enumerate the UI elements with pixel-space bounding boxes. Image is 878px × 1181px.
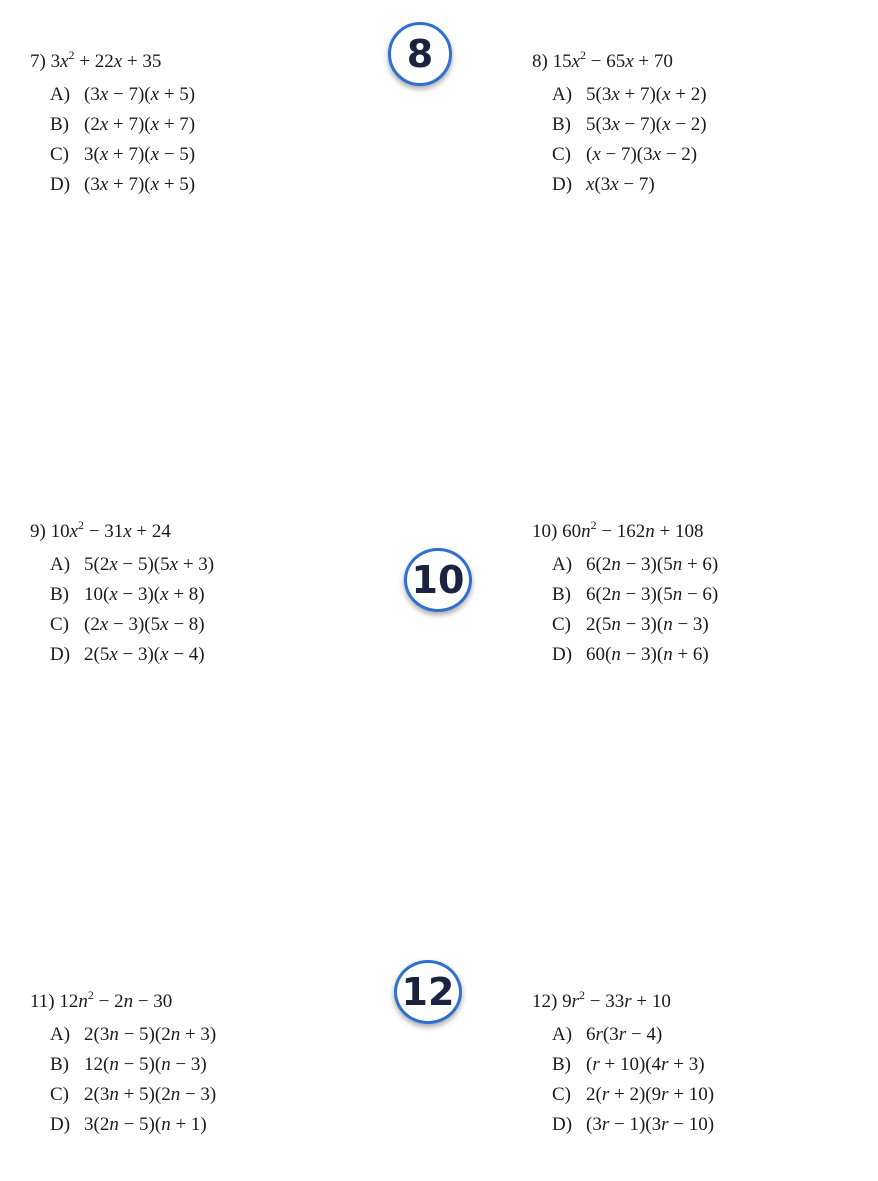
problem-stem [30,990,216,1014]
choice-letter: C) [50,1084,69,1105]
problem-number: 12) [532,991,563,1012]
answer-choice [50,1110,216,1140]
choice-letter: C) [50,614,69,635]
answer-choice [50,1050,216,1080]
answer-choice [552,640,718,670]
choice-expression: (3x + 7)(x + 5) [84,174,196,195]
problem-stem [532,520,718,544]
choice-expression: (2x − 3)(5x − 8) [84,614,205,635]
choice-expression: 2(5n − 3)(n − 3) [586,614,709,635]
problem-stem [532,990,714,1014]
problem-7 [30,50,195,200]
choice-letter: A) [50,1024,71,1045]
answer-choice [552,110,707,140]
answer-choice [552,1110,714,1140]
answer-choice [50,140,195,170]
choice-letter: A) [50,554,71,575]
answer-choice [50,640,214,670]
answer-choice [552,550,718,580]
answer-choice [50,170,195,200]
choice-letter: B) [552,1054,571,1075]
choice-expression: 5(3x − 7)(x − 2) [586,114,707,135]
choice-expression: 2(5x − 3)(x − 4) [84,644,205,665]
choice-letter: B) [552,584,571,605]
choice-expression: (r + 10)(4r + 3) [586,1054,705,1075]
problem-11 [30,990,216,1140]
answer-choice [50,550,214,580]
choice-letter: D) [50,174,71,195]
choice-letter: D) [552,174,573,195]
answer-choice [50,110,195,140]
choice-expression: x(3x − 7) [586,174,655,195]
choice-letter: D) [50,1114,71,1135]
choice-expression: 2(r + 2)(9r + 10) [586,1084,715,1105]
choice-expression: (x − 7)(3x − 2) [586,144,698,165]
problem-number: 10) [532,521,563,542]
problem-stem [532,50,707,74]
choice-letter: D) [552,1114,573,1135]
choice-letter: C) [552,614,571,635]
badge-12 [394,960,462,1024]
choice-expression: 2(3n − 5)(2n + 3) [84,1024,217,1045]
badge-8 [388,22,452,86]
answer-choices [30,550,214,670]
answer-choice [552,610,718,640]
choice-expression: 5(2x − 5)(5x + 3) [84,554,215,575]
answer-choice [552,80,707,110]
problem-9 [30,520,214,670]
choice-letter: C) [552,1084,571,1105]
choice-letter: C) [50,144,69,165]
answer-choice [50,1080,216,1110]
choice-letter: A) [50,84,71,105]
answer-choice [50,610,214,640]
badge-10 [404,548,472,612]
choice-expression: (2x + 7)(x + 7) [84,114,196,135]
choice-expression: 60(n − 3)(n + 6) [586,644,709,665]
choice-expression: (3x − 7)(x + 5) [84,84,196,105]
choice-expression: 6(2n − 3)(5n + 6) [586,554,719,575]
choice-letter: C) [552,144,571,165]
answer-choice [552,1080,714,1110]
problem-number: 11) [30,991,60,1012]
problem-expression: $10x^2 - 31x + 24$ [50,518,171,542]
answer-choice [552,1050,714,1080]
answer-choice [50,580,214,610]
answer-choice [552,1020,714,1050]
choice-letter: A) [552,554,573,575]
choice-expression: 12(n − 5)(n − 3) [84,1054,207,1075]
badge-label: 10 [411,558,465,602]
badge-label: 8 [406,32,434,76]
answer-choices [532,80,707,200]
answer-choices [532,1020,714,1140]
problem-number: 8) [532,51,553,72]
choice-letter: B) [50,1054,69,1075]
problem-12 [532,990,714,1140]
problem-expression: $15x^2 - 65x + 70$ [552,48,673,72]
choice-letter: B) [50,114,69,135]
problem-expression: $9r^2 - 33r + 10$ [562,988,671,1012]
problem-8 [532,50,707,200]
answer-choices [30,1020,216,1140]
choice-expression: 10(x − 3)(x + 8) [84,584,205,605]
problem-stem [30,50,195,74]
choice-letter: B) [552,114,571,135]
choice-expression: 6r(3r − 4) [586,1024,663,1045]
choice-letter: A) [552,84,573,105]
answer-choice [50,1020,216,1050]
problem-10 [532,520,718,670]
choice-expression: 6(2n − 3)(5n − 6) [586,584,719,605]
problem-expression: $3x^2 + 22x + 35$ [50,48,162,72]
answer-choice [552,580,718,610]
choice-letter: D) [50,644,71,665]
choice-expression: (3r − 1)(3r − 10) [586,1114,715,1135]
answer-choice [552,170,707,200]
badge-label: 12 [401,970,455,1014]
problem-expression: $12n^2 - 2n - 30$ [59,988,173,1012]
problem-number: 7) [30,51,51,72]
problem-number: 9) [30,521,51,542]
answer-choices [532,550,718,670]
problem-stem [30,520,214,544]
choice-expression: 3(x + 7)(x − 5) [84,144,196,165]
choice-expression: 2(3n + 5)(2n − 3) [84,1084,217,1105]
answer-choices [30,80,195,200]
problem-expression: $60n^2 - 162n + 108$ [562,518,704,542]
choice-letter: D) [552,644,573,665]
choice-letter: A) [552,1024,573,1045]
choice-letter: B) [50,584,69,605]
answer-choice [552,140,707,170]
answer-choice [50,80,195,110]
choice-expression: 3(2n − 5)(n + 1) [84,1114,207,1135]
choice-expression: 5(3x + 7)(x + 2) [586,84,707,105]
